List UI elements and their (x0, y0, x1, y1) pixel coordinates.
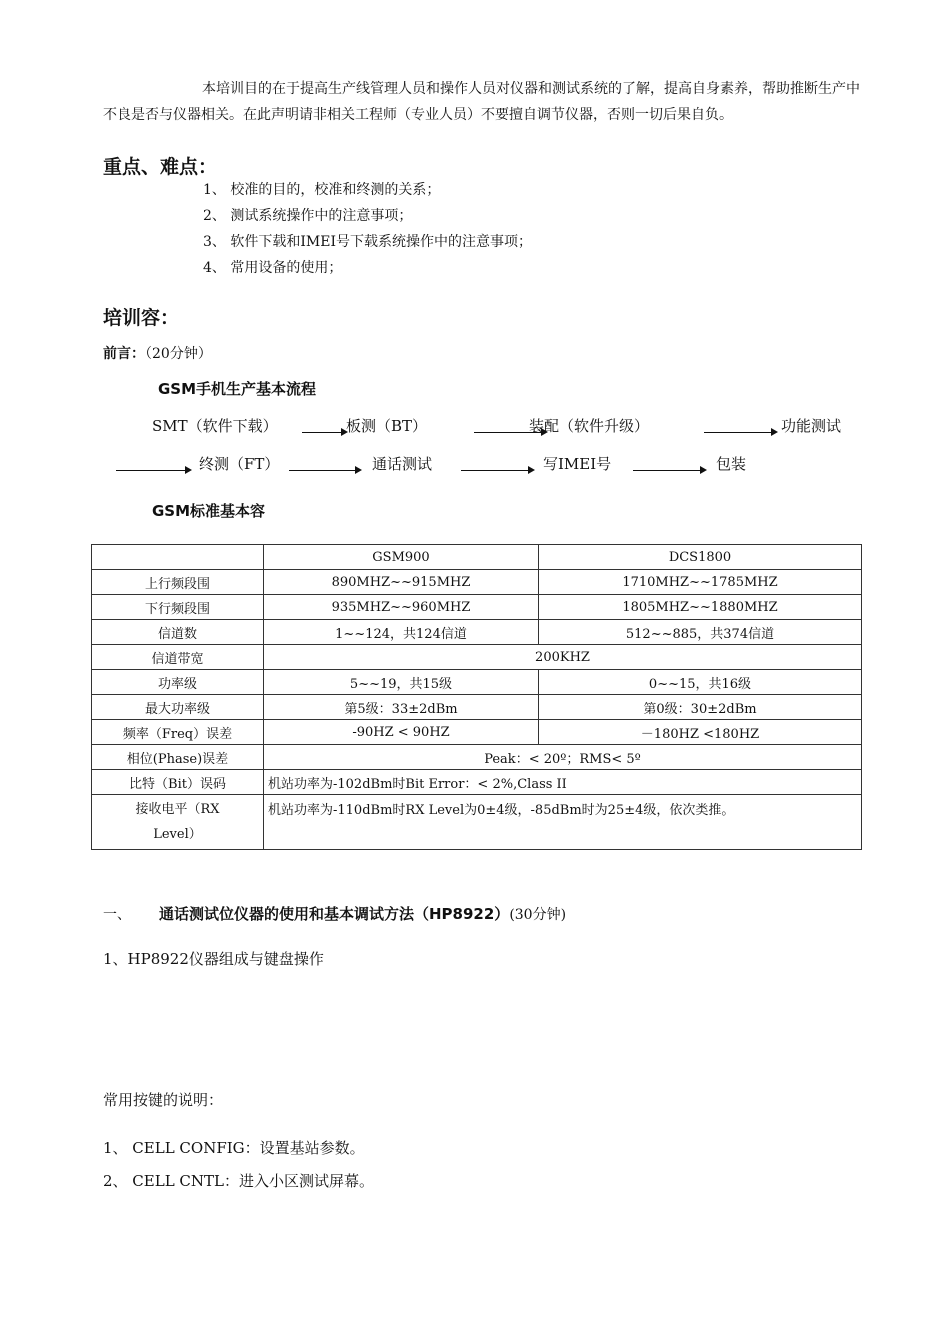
table-row (92, 795, 862, 850)
keys-heading: 常用按键的说明： (103, 1091, 224, 1109)
table-row (92, 670, 862, 695)
table-row (92, 720, 862, 745)
training-heading: 培训容： (103, 307, 180, 329)
merged-cell: 200KHZ (264, 645, 862, 670)
row-label: 信道数 (92, 620, 264, 645)
section-number: 一、 (103, 907, 131, 923)
key-points-heading: 重点、难点： (103, 156, 218, 178)
row-label: 最大功率级 (92, 695, 264, 720)
preface-line (103, 343, 212, 363)
dcs1800-cell: 1805MHZ~~1880MHZ (539, 595, 862, 620)
key-point-item: 1、 校准的目的，校准和终测的关系； (203, 182, 441, 198)
gsm-standard-table (91, 544, 862, 850)
key-item: 2、 CELL CNTL：进入小区测试屏幕。 (103, 1172, 374, 1190)
table-header-cell: GSM900 (264, 545, 539, 570)
row-label: 功率级 (92, 670, 264, 695)
gsm900-cell: -90HZ < 90HZ (264, 720, 539, 745)
key-point-item: 2、 测试系统操作中的注意事项； (203, 208, 413, 224)
flow-step: 通话测试 (372, 455, 433, 473)
row-label: 接收电平（RX Level） (92, 795, 264, 850)
merged-cell: 机站功率为-102dBm时Bit Error：< 2%,Class II (264, 770, 862, 795)
arrow-icon (704, 432, 772, 433)
gsm900-cell: 890MHZ~~915MHZ (264, 570, 539, 595)
table-row (92, 770, 862, 795)
standard-title: GSM标准基本容 (152, 502, 266, 520)
preface-time: （20分钟） (145, 346, 212, 362)
gsm900-cell: 935MHZ~~960MHZ (264, 595, 539, 620)
intro-paragraph: 本培训目的在于提高生产线管理人员和操作人员对仪器和测试系统的了解，提高自身素养，帮助推断生产中不良是否与仪器相关。在此声明请非相关工程师（专业人员）不要擅自调节仪器，否则一切后果自负。 (103, 81, 860, 123)
dcs1800-cell: 1710MHZ~~1785MHZ (539, 570, 862, 595)
flow-step: 板测（BT） (346, 417, 428, 435)
table-header-cell (92, 545, 264, 570)
table-row (92, 745, 862, 770)
flow-step: 装配（软件升级） (529, 417, 650, 435)
arrow-icon (116, 470, 186, 471)
dcs1800-cell: －180HZ <180HZ (539, 720, 862, 745)
merged-cell: Peak：< 20º；RMS< 5º (264, 745, 862, 770)
row-label: 比特（Bit）误码 (92, 770, 264, 795)
flow-step: 写IMEI号 (543, 455, 612, 473)
section-title: 通话测试位仪器的使用和基本调试方法（HP8922） (159, 905, 510, 923)
row-label: 信道带宽 (92, 645, 264, 670)
table-row (92, 595, 862, 620)
table-row (92, 645, 862, 670)
dcs1800-cell: 第0级：30±2dBm (539, 695, 862, 720)
merged-cell: 机站功率为-110dBm时RX Level为0±4级，-85dBm时为25±4级，依次类推。 (264, 795, 862, 850)
table-row (92, 620, 862, 645)
key-point-item: 4、 常用设备的使用； (203, 260, 343, 276)
arrow-icon (633, 470, 701, 471)
flow-step: SMT（软件下载） (152, 417, 278, 435)
flow-step: 包装 (716, 455, 747, 473)
table-header-cell: DCS1800 (539, 545, 862, 570)
dcs1800-cell: 512~~885，共374信道 (539, 620, 862, 645)
gsm900-cell: 第5级：33±2dBm (264, 695, 539, 720)
section-time: (30分钟) (509, 907, 567, 923)
key-point-item: 3、 软件下载和IMEI号下载系统操作中的注意事项； (203, 234, 532, 250)
flow-step: 终测（FT） (199, 455, 280, 473)
preface-label: 前言： (103, 346, 145, 362)
arrow-icon (302, 432, 342, 433)
key-item: 1、 CELL CONFIG：设置基站参数。 (103, 1139, 365, 1157)
table-header-row (92, 545, 862, 570)
flow-step: 功能测试 (781, 417, 842, 435)
row-label: 下行频段围 (92, 595, 264, 620)
arrow-icon (289, 470, 356, 471)
dcs1800-cell: 0~~15，共16级 (539, 670, 862, 695)
table-row (92, 570, 862, 595)
gsm900-cell: 1~~124，共124信道 (264, 620, 539, 645)
row-label: 相位(Phase)误差 (92, 745, 264, 770)
table-row (92, 695, 862, 720)
row-label: 上行频段围 (92, 570, 264, 595)
subsection-title: 1、HP8922仪器组成与键盘操作 (103, 950, 324, 968)
section-heading (103, 903, 566, 924)
row-label: 频率（Freq）误差 (92, 720, 264, 745)
gsm900-cell: 5~~19，共15级 (264, 670, 539, 695)
flow-title: GSM手机生产基本流程 (158, 380, 317, 398)
arrow-icon (461, 470, 529, 471)
